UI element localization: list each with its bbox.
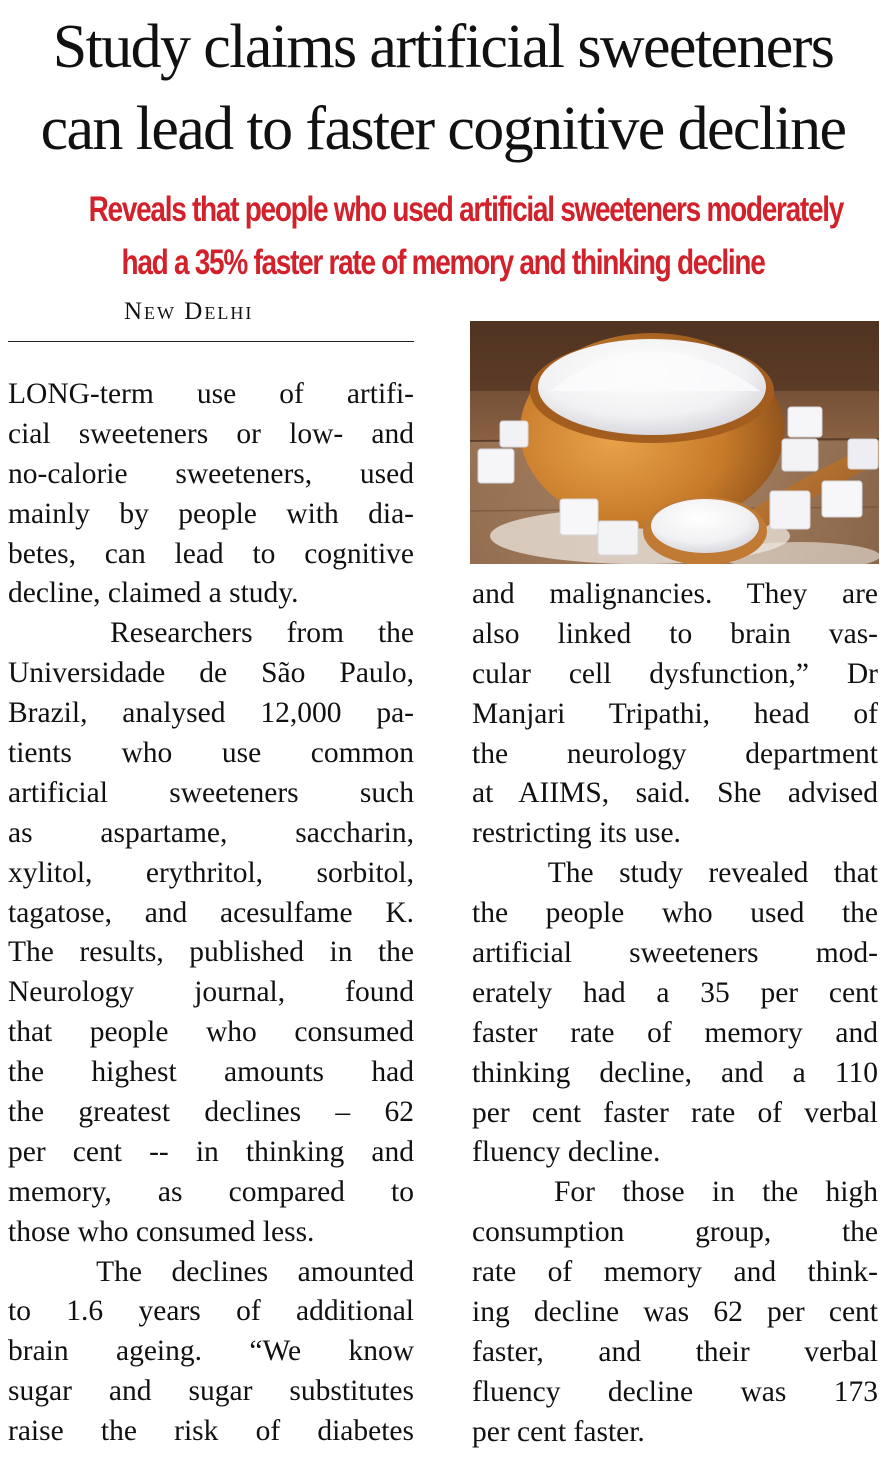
article-line: per cent -- in thinking and: [8, 1135, 414, 1168]
article-line: erately had a 35 per cent: [472, 976, 878, 1009]
article-line: and malignancies. They are: [472, 578, 878, 610]
article-line: decline, claimed a study.: [8, 577, 299, 610]
article-line: the neurology department: [472, 737, 878, 770]
article-line: sugar and sugar substitutes: [8, 1375, 414, 1408]
article-line: consumption group, the: [472, 1216, 878, 1249]
article-line: memory, as compared to: [8, 1175, 414, 1208]
article-line: ing decline was 62 per cent: [472, 1296, 878, 1329]
article-line: The study revealed that: [472, 857, 878, 890]
article-line: the people who used the: [472, 897, 878, 930]
article-line: no-calorie sweeteners, used: [8, 457, 414, 490]
article-line: fluency decline.: [472, 1136, 661, 1169]
subheadline-line-1: Reveals that people who used artificial sweeteners moderately: [88, 190, 844, 229]
article-line: those who consumed less.: [8, 1215, 315, 1248]
article-line: faster, and their verbal: [472, 1335, 878, 1368]
dateline-rule: [8, 341, 414, 342]
article-line: brain ageing. “We know: [8, 1335, 414, 1368]
article-line: The results, published in the: [8, 936, 414, 969]
article-line: to 1.6 years of additional: [8, 1295, 414, 1328]
article-line: raise the risk of diabetes: [8, 1415, 414, 1448]
article-line: Manjari Tripathi, head of: [472, 697, 878, 730]
headline: [0, 6, 886, 170]
article-line: fluency decline was 173: [472, 1375, 878, 1408]
article-line: Universidade de São Paulo,: [8, 657, 414, 690]
article-line: Neurology journal, found: [8, 976, 414, 1009]
article-line: Researchers from the: [8, 617, 414, 650]
article-line: at AIIMS, said. She advised: [472, 777, 878, 810]
article-line: per cent faster rate of verbal: [472, 1096, 878, 1129]
subheadline: [88, 183, 844, 289]
article-line: cial sweeteners or low- and: [8, 417, 414, 450]
article-line: also linked to brain vas-: [472, 617, 878, 650]
article-line: artificial sweeteners such: [8, 776, 414, 809]
article-line: thinking decline, and a 110: [472, 1056, 878, 1089]
article-line: For those in the high: [472, 1176, 878, 1209]
article-line: faster rate of memory and: [472, 1016, 878, 1049]
sugar-bowl-photo: [470, 321, 879, 564]
article-line: LONG-term use of artifi-: [8, 378, 414, 410]
article-line: cular cell dysfunction,” Dr: [472, 657, 878, 690]
article-line: tients who use common: [8, 737, 414, 770]
headline-line-1: Study claims artificial sweeteners: [52, 13, 834, 81]
subheadline-line-2: had a 35% faster rate of memory and thinking decline: [121, 243, 765, 282]
article-line: the highest amounts had: [8, 1056, 414, 1089]
article-line: restricting its use.: [472, 817, 681, 850]
headline-line-2: can lead to faster cognitive decline: [40, 95, 846, 163]
article-line: tagatose, and acesulfame K.: [8, 896, 414, 929]
article-line: mainly by people with dia-: [8, 497, 414, 530]
article-line: that people who consumed: [8, 1016, 414, 1049]
article-column-1: [8, 375, 414, 1452]
article-line: Brazil, analysed 12,000 pa-: [8, 697, 414, 730]
dateline: New Delhi: [124, 298, 254, 325]
article-line: betes, can lead to cognitive: [8, 537, 414, 570]
article-line: as aspartame, saccharin,: [8, 816, 414, 849]
article-line: the greatest declines – 62: [8, 1096, 414, 1129]
article-line: per cent faster.: [472, 1415, 645, 1448]
article-column-2: [472, 575, 878, 1453]
article-line: artificial sweeteners mod-: [472, 937, 878, 970]
article-line: rate of memory and think-: [472, 1256, 878, 1289]
article-line: The declines amounted: [8, 1255, 414, 1288]
article-line: xylitol, erythritol, sorbitol,: [8, 856, 414, 889]
